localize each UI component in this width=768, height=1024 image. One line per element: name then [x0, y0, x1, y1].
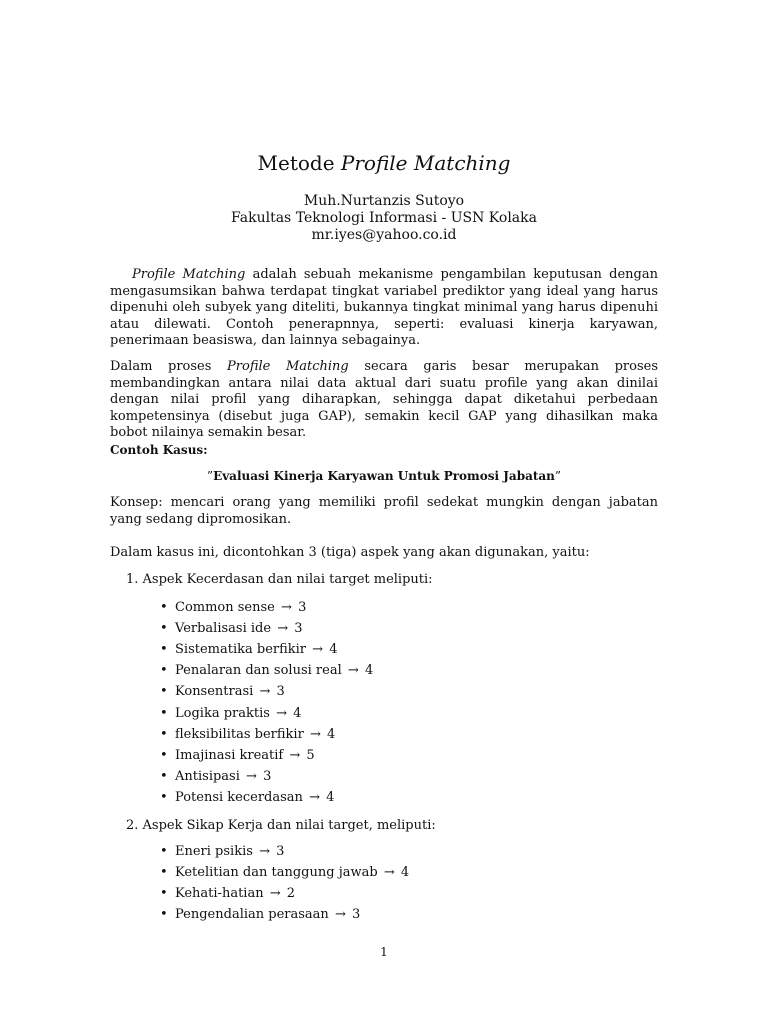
arrow-icon: →: [334, 907, 346, 922]
case-title-close-quote: ”: [554, 469, 562, 483]
abstract-p1-text: adalah sebuah mekanisme pengambilan keputusan dengan mengasumsikan bahwa terdapat tingkat variabel prediktor yang ideal yang harus dipenuhi oleh subyek yang diteliti, bukannya tingkat minimal yang harus dipenuhi atau dilewati. Contoh penerapnnya, seperti: evaluasi kinerja karyawan, penerimaan beasiswa, dan lainnya sebagainya.: [110, 267, 658, 348]
list-item: [160, 844, 284, 861]
arrow-icon: →: [309, 727, 321, 742]
item-value: 3: [276, 684, 285, 699]
arrow-icon: →: [312, 642, 324, 657]
list-item: [160, 769, 271, 786]
list-item: [160, 886, 295, 903]
item-value: 4: [326, 790, 335, 805]
arrow-icon: →: [347, 663, 359, 678]
item-value: 2: [286, 886, 296, 901]
item-value: 4: [329, 642, 338, 657]
author-name: Muh.Nurtanzis Sutoyo: [303, 193, 465, 209]
abstract-p1-italic: Profile Matching: [132, 267, 246, 282]
list-item: [160, 663, 373, 680]
konsep-paragraph: Konsep: mencari orang yang memiliki profil sedekat mungkin dengan jabatan yang sedang dipromosikan.: [110, 495, 658, 527]
item-name: Verbalisasi ide: [175, 621, 272, 636]
list-item: [160, 642, 338, 659]
item-value: 3: [276, 844, 285, 859]
item-name: Penalaran dan solusi real: [175, 663, 342, 678]
intro-paragraph: Dalam kasus ini, dicontohkan 3 (tiga) aspek yang akan digunakan, yaitu:: [110, 545, 590, 560]
arrow-icon: →: [309, 790, 320, 805]
abstract-p2-text: secara garis besar merupakan proses membandingkan antara nilai data aktual dari suatu profile yang akan dinilai dengan nilai profil yang diharapkan, sehingga dapat diketahui perbedaan kompetensinya (disebut juga GAP), semakin kecil GAP yang dihasilkan maka bobot nilainya semakin besar.: [110, 359, 659, 440]
item-value: 4: [326, 727, 336, 742]
list-item: [160, 600, 306, 617]
arrow-icon: →: [277, 621, 289, 636]
abstract-p2-start: Dalam proses: [110, 359, 228, 374]
case-heading: Contoh Kasus:: [110, 443, 208, 457]
arrow-icon: →: [276, 706, 287, 721]
list-item: [160, 684, 285, 701]
bullet-icon: •: [160, 706, 168, 721]
bullet-icon: •: [160, 642, 168, 657]
item-name: Sistematika berfikir: [175, 642, 307, 657]
bullet-icon: •: [160, 907, 168, 922]
aspect-item: [126, 572, 433, 589]
item-value: 4: [400, 865, 410, 880]
aspect-number: 2.: [126, 818, 139, 833]
case-title: [0, 468, 768, 485]
paper-title: [0, 150, 768, 176]
aspect-label: Aspek Sikap Kerja dan nilai target, meliputi:: [142, 818, 436, 833]
aspect-item: [126, 818, 436, 835]
title-italic: Profile Matching: [340, 151, 511, 175]
abstract-paragraph-1: [110, 267, 658, 350]
bullet-icon: •: [160, 886, 168, 901]
bullet-icon: •: [160, 684, 168, 699]
bullet-icon: •: [160, 663, 168, 678]
bullet-icon: •: [160, 727, 168, 742]
arrow-icon: →: [383, 865, 395, 880]
bullet-icon: •: [160, 621, 168, 636]
bullet-icon: •: [160, 844, 168, 859]
list-item: [160, 907, 360, 924]
item-name: Imajinasi kreatif: [175, 748, 284, 763]
item-value: 4: [293, 706, 302, 721]
item-name: Ketelitian dan tanggung jawab: [175, 865, 378, 880]
item-name: Pengendalian perasaan: [175, 907, 329, 922]
arrow-icon: →: [259, 684, 271, 699]
bullet-icon: •: [160, 769, 168, 784]
aspect-label: Aspek Kecerdasan dan nilai target meliputi:: [142, 572, 433, 587]
arrow-icon: →: [281, 600, 292, 615]
item-name: Kehati-hatian: [175, 886, 264, 901]
aspect-number: 1.: [126, 572, 139, 587]
abstract-p2-italic: Profile Matching: [227, 359, 349, 374]
bullet-icon: •: [160, 865, 168, 880]
item-name: Konsentrasi: [175, 684, 254, 699]
arrow-icon: →: [269, 886, 281, 901]
list-item: [160, 727, 335, 744]
abstract-paragraph-2: [110, 359, 658, 442]
item-name: Eneri psikis: [175, 844, 253, 859]
list-item: [160, 621, 303, 638]
page-number: 1: [380, 945, 388, 959]
bullet-icon: •: [160, 748, 168, 763]
arrow-icon: →: [246, 769, 257, 784]
item-name: Common sense: [175, 600, 275, 615]
case-title-text: Evaluasi Kinerja Karyawan Untuk Promosi Jabatan: [213, 469, 555, 483]
arrow-icon: →: [259, 844, 270, 859]
item-name: Potensi kecerdasan: [175, 790, 303, 805]
item-value: 3: [263, 769, 272, 784]
list-item: [160, 748, 315, 765]
item-name: Antisipasi: [175, 769, 240, 784]
item-value: 3: [298, 600, 307, 615]
item-value: 3: [294, 621, 303, 636]
item-value: 3: [351, 907, 361, 922]
item-name: fleksibilitas berfikir: [175, 727, 304, 742]
list-item: [160, 790, 334, 807]
arrow-icon: →: [289, 748, 301, 763]
item-value: 5: [306, 748, 315, 763]
list-item: [160, 706, 301, 723]
bullet-icon: •: [160, 600, 168, 615]
bullet-icon: •: [160, 790, 168, 805]
list-item: [160, 865, 409, 882]
item-name: Logika praktis: [175, 706, 270, 721]
item-value: 4: [364, 663, 374, 678]
title-plain: Metode: [257, 151, 335, 175]
author-email: mr.iyes@yahoo.co.id: [311, 227, 457, 243]
case-title-open-quote: ”: [206, 469, 214, 483]
author-affiliation: Fakultas Teknologi Informasi - USN Kolaka: [231, 210, 537, 226]
